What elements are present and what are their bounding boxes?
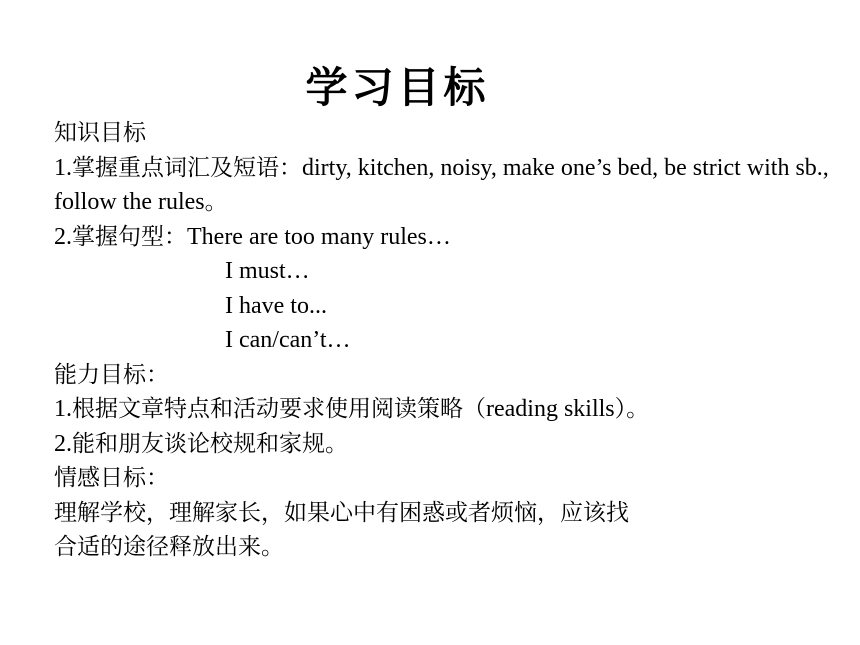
knowledge-item-1-number: 1. — [54, 154, 72, 181]
knowledge-item-1 — [54, 151, 834, 220]
knowledge-item-1-end: 。 — [204, 189, 228, 215]
sentence-pattern: I have to... — [225, 292, 327, 319]
ability-item-2-number: 2. — [54, 430, 72, 457]
ability-heading: 能力目标： — [54, 361, 169, 388]
knowledge-item-2-number: 2. — [54, 223, 72, 250]
ability-item-1-end: ）。 — [614, 396, 650, 422]
sentence-pattern: I must… — [225, 258, 310, 284]
ability-item-1 — [54, 392, 844, 427]
sentence-pattern: I can/can’t… — [225, 327, 351, 353]
emotion-heading: 情感日标： — [54, 465, 169, 491]
knowledge-item-2-text: There are too many rules… — [187, 223, 451, 250]
slide-content — [54, 116, 844, 565]
ability-item-1-text: reading skills — [486, 396, 615, 422]
ability-item-1-label: 根据文章特点和活动要求使用阅读策略（ — [72, 396, 486, 422]
knowledge-heading: 知识目标 — [54, 120, 146, 146]
knowledge-item-2 — [54, 220, 844, 255]
knowledge-item-1-label: 掌握重点词汇及短语： — [72, 154, 302, 181]
ability-item-2-label: 能和朋友谈论校规和家规。 — [72, 430, 348, 457]
ability-item-2 — [54, 427, 844, 462]
slide-title: 学习目标 — [305, 63, 490, 112]
knowledge-item-1-text: dirty, kitchen, noisy, make one’s bed, be strict with sb., follow the rules — [54, 154, 829, 215]
emotion-text-line-1: 理解学校，理解家长，如果心中有困惑或者烦恼，应该找 — [54, 499, 629, 526]
emotion-text-line-2: 合适的途径释放出来。 — [54, 534, 284, 560]
ability-item-1-number: 1. — [54, 396, 72, 422]
knowledge-item-2-label: 掌握句型： — [72, 223, 187, 250]
